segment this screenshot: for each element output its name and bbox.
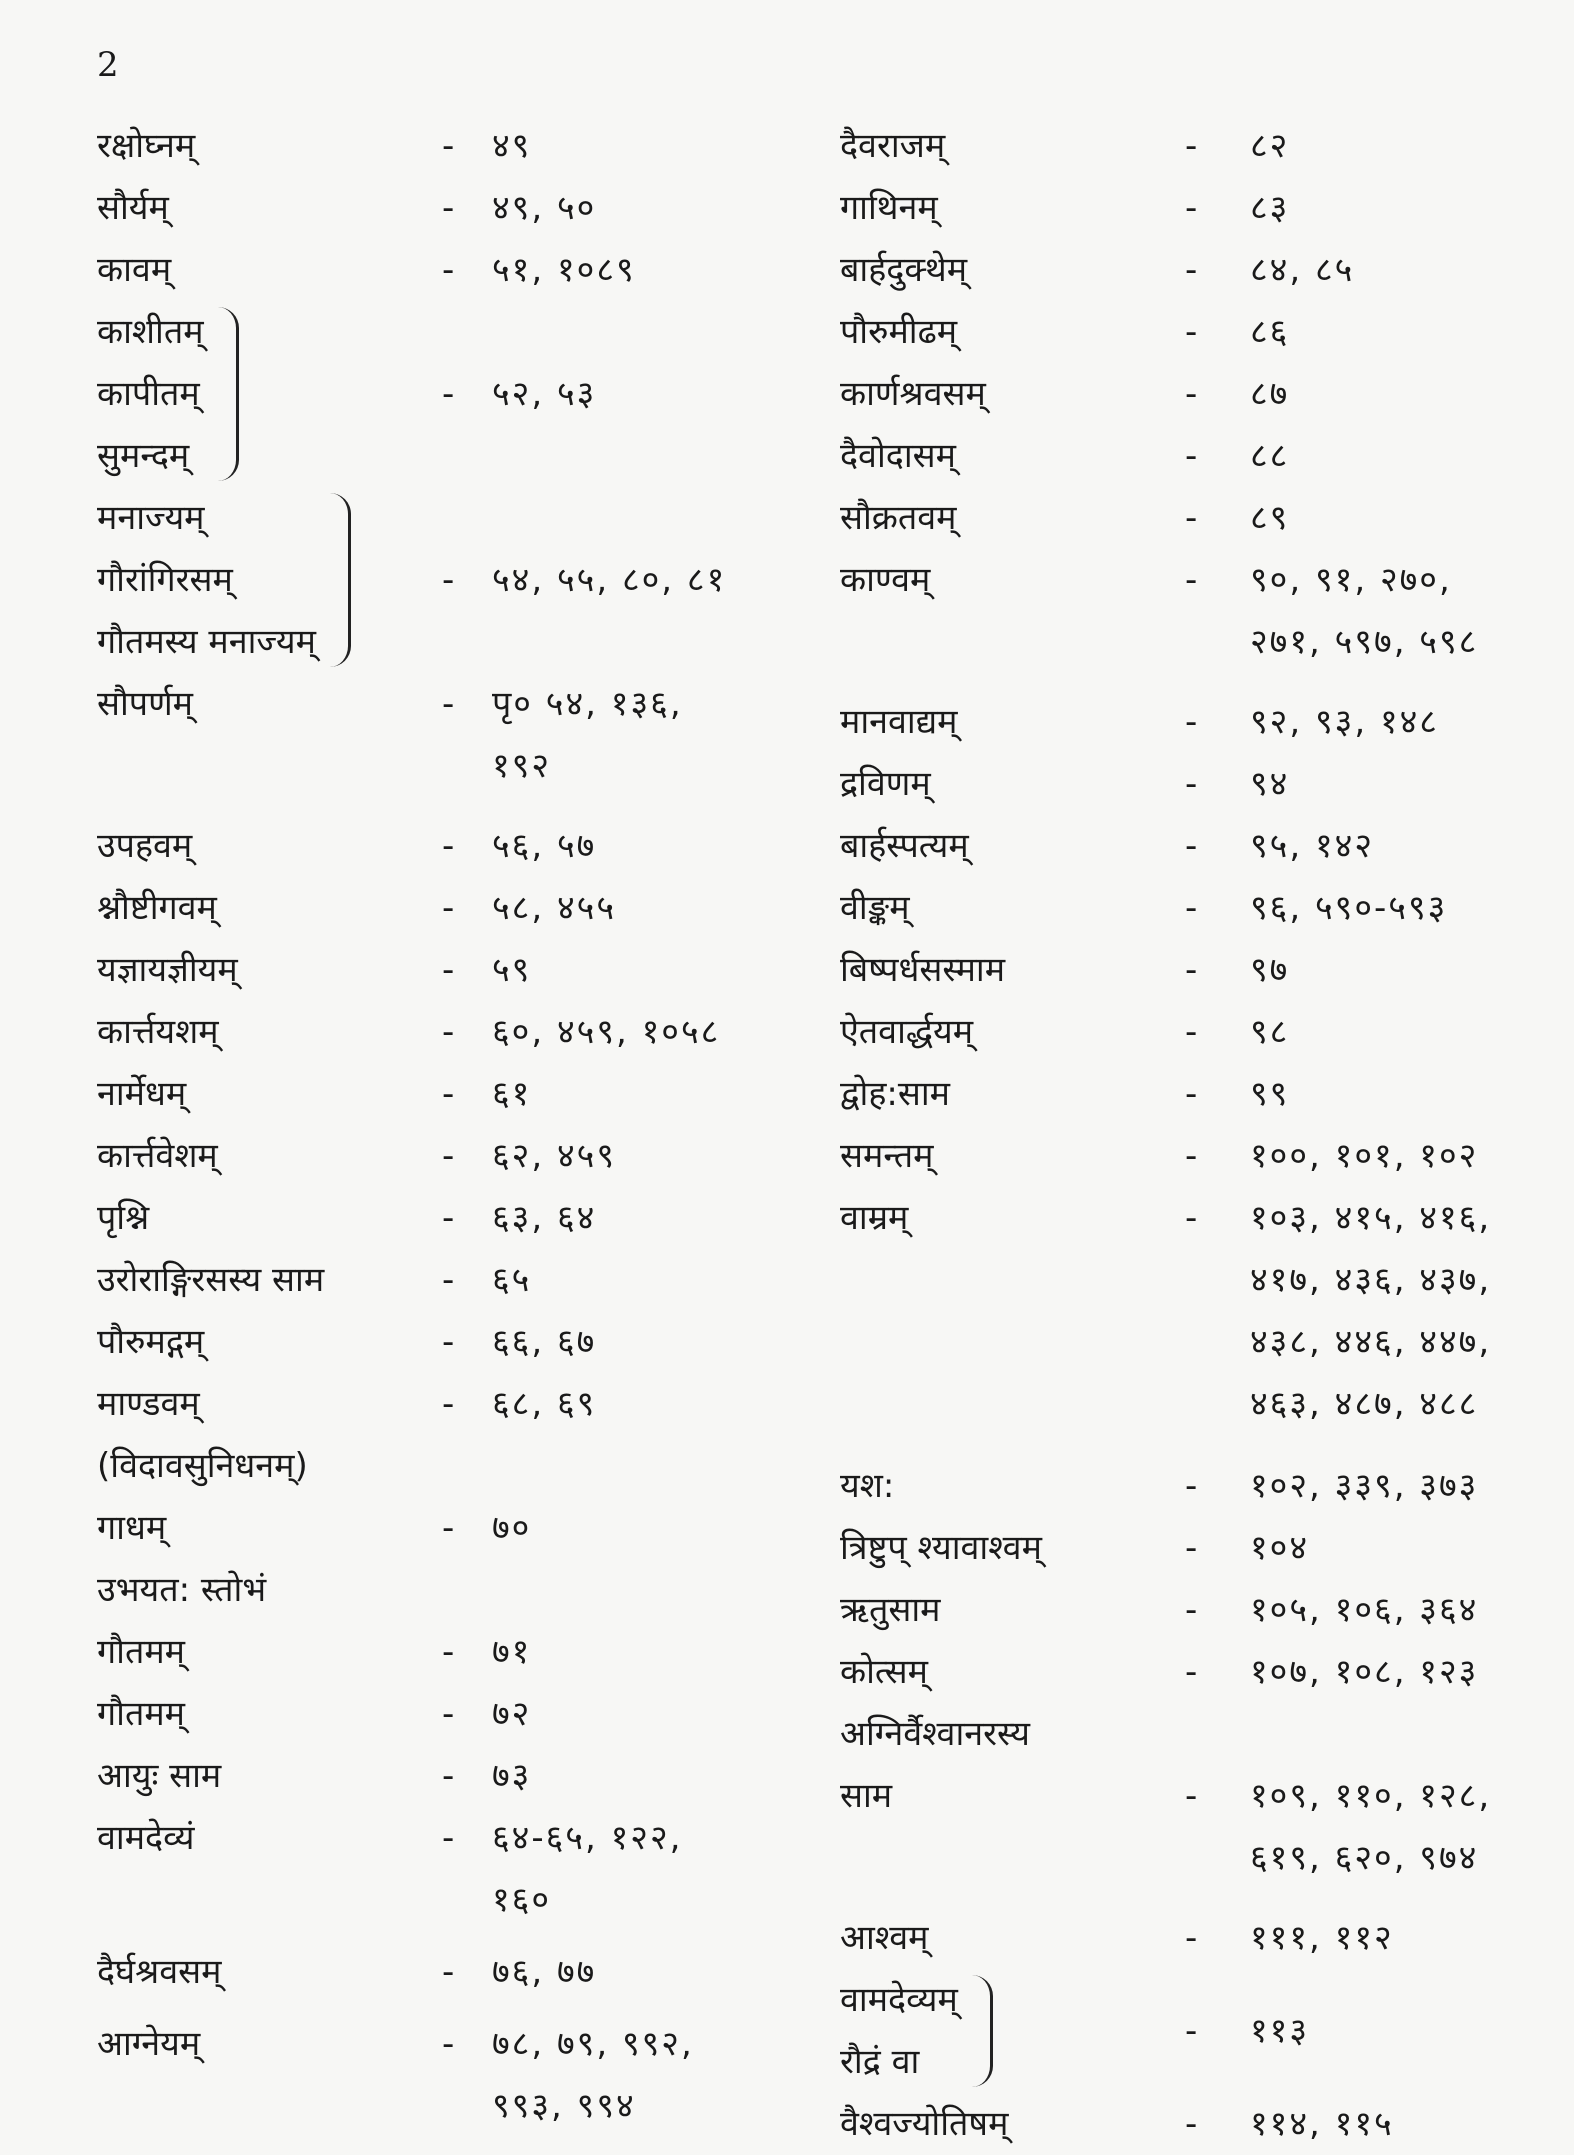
entry-refs: १०९, ११०, १२८, ६१९, ६२०, ९७४ [1250, 1776, 1492, 1878]
entry-name: बार्हदुक्थेम् [840, 250, 968, 290]
entry-refs: १११, ११२ [1250, 1918, 1394, 1958]
index-entry [840, 877, 1560, 939]
index-entry [97, 1187, 817, 1249]
index-entry [97, 115, 817, 177]
entry-name: वामदेव्यम् [840, 1980, 958, 2020]
entry-name: दैर्घश्रवसम् [97, 1952, 222, 1992]
entry-name: आयुः साम [97, 1756, 222, 1796]
separator-dash: - [1185, 436, 1198, 476]
index-entry [840, 1517, 1560, 1579]
entry-name: ऋतुसाम [840, 1590, 941, 1630]
entry-name: गौतमम् [97, 1694, 185, 1734]
entry-name: काण्वम् [840, 560, 931, 600]
separator-dash: - [1185, 764, 1198, 804]
entry-name: आग्नेयम् [97, 2024, 201, 2064]
entry-name: कोत्सम् [840, 1652, 928, 1692]
entry-name: सौपर्णम् [97, 684, 194, 724]
entry-refs: ४९ [492, 126, 532, 166]
index-entry [97, 1063, 817, 1125]
separator-dash: - [1185, 2011, 1198, 2051]
separator-dash: - [1185, 826, 1198, 866]
index-entry [840, 815, 1560, 877]
separator-dash: - [1185, 498, 1198, 538]
entry-refs: पृ० ५४, १३६, १९२ [492, 684, 683, 786]
entry-name: दैवराजम् [840, 126, 946, 166]
index-entry [840, 1703, 1560, 1765]
entry-refs: ५९ [492, 950, 532, 990]
index-entry [97, 1745, 817, 1807]
index-entry [97, 177, 817, 239]
entry-name: कार्त्तयशम् [97, 1012, 219, 1052]
entry-refs: ४९, ५० [492, 188, 597, 228]
index-entry [840, 177, 1560, 239]
index-entry [97, 1683, 817, 1745]
separator-dash: - [442, 188, 455, 228]
entry-refs: ६६, ६७ [492, 1322, 597, 1362]
bracketed-entry-group [97, 301, 817, 487]
index-entry [97, 1807, 817, 1931]
entry-refs: ११३ [1250, 2011, 1310, 2051]
separator-dash: - [442, 374, 455, 414]
entry-name: द्रविणम् [840, 764, 931, 804]
entry-refs: ८४, ८५ [1250, 250, 1355, 290]
index-entry [840, 1765, 1560, 1889]
index-entry [97, 673, 817, 797]
separator-dash: - [442, 1756, 455, 1796]
separator-dash: - [442, 826, 455, 866]
separator-dash: - [442, 250, 455, 290]
entry-name: वैश्वज्योतिषम् [840, 2104, 1009, 2144]
index-entry [840, 487, 1560, 549]
entry-name: कार्णश्रवसम् [840, 374, 986, 414]
entry-refs: ९५, १४२ [1250, 826, 1375, 866]
index-entry [97, 1125, 817, 1187]
entry-name: यज्ञायज्ञीयम् [97, 950, 238, 990]
entry-name: काशीतम् [97, 312, 204, 352]
entry-name: समन्तम् [840, 1136, 934, 1176]
entry-name: वाम्रम् [840, 1198, 909, 1238]
index-entry [97, 2013, 817, 2137]
entry-name: गाधम् [97, 1508, 167, 1548]
index-entry [840, 1907, 1560, 1969]
entry-refs: ७६, ७७ [492, 1952, 597, 1992]
separator-dash: - [442, 1136, 455, 1176]
entry-refs: ६०, ४५९, १०५८ [492, 1012, 721, 1052]
separator-dash: - [442, 1322, 455, 1362]
entry-name: पृश्नि [97, 1198, 150, 1238]
separator-dash: - [442, 2024, 455, 2064]
entry-refs: ११४, ११५ [1250, 2104, 1394, 2144]
separator-dash: - [1185, 374, 1198, 414]
separator-dash: - [442, 684, 455, 724]
separator-dash: - [1185, 1590, 1198, 1630]
separator-dash: - [1185, 702, 1198, 742]
entry-name: नार्मेधम् [97, 1074, 187, 1114]
entry-name: पौरुमीढम् [840, 312, 958, 352]
separator-dash: - [1185, 1918, 1198, 1958]
entry-name: पौरुमद्गम् [97, 1322, 205, 1362]
entry-name: उपहवम् [97, 826, 193, 866]
brace-mark [218, 307, 239, 481]
entry-refs: ७१ [492, 1632, 532, 1672]
entry-refs: ७३ [492, 1756, 532, 1796]
separator-dash: - [442, 1632, 455, 1672]
entry-refs: १०२, ३३९, ३७३ [1250, 1466, 1479, 1506]
separator-dash: - [1185, 950, 1198, 990]
entry-refs: ८२ [1250, 126, 1290, 166]
entry-refs: ७० [492, 1508, 532, 1548]
index-entry [840, 1001, 1560, 1063]
separator-dash: - [442, 1694, 455, 1734]
index-entry [97, 1249, 817, 1311]
entry-refs: १०७, १०८, १२३ [1250, 1652, 1479, 1692]
entry-name: गौतमम् [97, 1632, 185, 1672]
separator-dash: - [442, 1260, 455, 1300]
entry-name: उरोराङ्गिरसस्य साम [97, 1260, 325, 1300]
index-entry [97, 1311, 817, 1373]
brace-mark [972, 1975, 993, 2087]
separator-dash: - [1185, 888, 1198, 928]
index-entry [97, 1001, 817, 1063]
entry-name: मनाज्यम् [97, 498, 205, 538]
entry-refs: ८८ [1250, 436, 1290, 476]
entry-refs: ६५ [492, 1260, 532, 1300]
index-entry [840, 301, 1560, 363]
index-entry [840, 1187, 1560, 1435]
separator-dash: - [1185, 188, 1198, 228]
index-entry [840, 1455, 1560, 1517]
separator-dash: - [1185, 2104, 1198, 2144]
index-entry [97, 939, 817, 1001]
separator-dash: - [442, 1952, 455, 1992]
entry-name: रक्षोघ्नम् [97, 126, 196, 166]
entry-name: रौद्रं वा [840, 2042, 920, 2082]
separator-dash: - [1185, 1466, 1198, 1506]
separator-dash: - [442, 1818, 455, 1858]
separator-dash: - [1185, 312, 1198, 352]
separator-dash: - [442, 950, 455, 990]
entry-refs: ८७ [1250, 374, 1290, 414]
entry-name: साम [840, 1776, 893, 1816]
entry-refs: ५१, १०८९ [492, 250, 636, 290]
entry-name: कावम् [97, 250, 172, 290]
entry-name: दैवोदासम् [840, 436, 956, 476]
index-entry [840, 1641, 1560, 1703]
entry-name: द्वोह:साम [840, 1074, 950, 1114]
entry-name: (विदावसुनिधनम्) [97, 1446, 308, 1486]
entry-name: सौक्रतवम् [840, 498, 957, 538]
entry-refs: १०५, १०६, ३६४ [1250, 1590, 1479, 1630]
brace-mark [330, 493, 351, 667]
entry-refs: ९७ [1250, 950, 1290, 990]
index-entry [840, 549, 1560, 673]
entry-refs: ८३ [1250, 188, 1290, 228]
entry-refs: ६३, ६४ [492, 1198, 597, 1238]
index-entry [840, 239, 1560, 301]
separator-dash: - [442, 1198, 455, 1238]
index-entry [97, 815, 817, 877]
entry-refs: ७८, ७९, ९९२, ९९३, ९९४ [492, 2024, 694, 2126]
entry-name: आश्वम् [840, 1918, 929, 1958]
index-entry [97, 1497, 817, 1559]
separator-dash: - [442, 126, 455, 166]
entry-refs: ९४ [1250, 764, 1290, 804]
entry-refs: ५८, ४५५ [492, 888, 617, 928]
entry-refs: १०३, ४१५, ४१६, ४१७, ४३६, ४३७, ४३८, ४४६, ४४७, ४६३, ४८७, ४८८ [1250, 1198, 1492, 1424]
index-entry [840, 425, 1560, 487]
separator-dash: - [1185, 1528, 1198, 1568]
entry-name: ऐतवार्द्धयम् [840, 1012, 974, 1052]
page-number: 2 [97, 45, 119, 85]
entry-name: यश: [840, 1466, 895, 1506]
separator-dash: - [1185, 126, 1198, 166]
separator-dash: - [442, 1074, 455, 1114]
index-entry [840, 2093, 1560, 2155]
index-entry [97, 1435, 817, 1497]
entry-name: कार्त्तवेशम् [97, 1136, 218, 1176]
index-entry [97, 877, 817, 939]
entry-name: सुमन्दम् [97, 436, 190, 476]
entry-name: उभयत: स्तोभं [97, 1570, 267, 1610]
entry-name: माण्डवम् [97, 1384, 200, 1424]
entry-name: सौर्यम् [97, 188, 169, 228]
entry-refs: ५६, ५७ [492, 826, 597, 866]
index-entry [840, 363, 1560, 425]
index-entry [840, 753, 1560, 815]
entry-refs: ९८ [1250, 1012, 1290, 1052]
bracketed-entry-group [97, 487, 817, 673]
separator-dash: - [442, 888, 455, 928]
separator-dash: - [1185, 1776, 1198, 1816]
entry-name: श्नौष्टीगवम् [97, 888, 217, 928]
entry-name: गाथिनम् [840, 188, 938, 228]
entry-name: वीङ्कम् [840, 888, 910, 928]
separator-dash: - [1185, 1652, 1198, 1692]
entry-refs: ६२, ४५९ [492, 1136, 617, 1176]
separator-dash: - [442, 1508, 455, 1548]
index-entry [97, 239, 817, 301]
separator-dash: - [1185, 1136, 1198, 1176]
entry-refs: ६१ [492, 1074, 532, 1114]
entry-refs: ५२, ५३ [492, 374, 597, 414]
index-entry [840, 691, 1560, 753]
entry-refs: ९०, ९१, २७०, २७१, ५९७, ५९८ [1250, 560, 1479, 662]
separator-dash: - [442, 560, 455, 600]
index-entry [840, 1063, 1560, 1125]
index-entry [97, 1621, 817, 1683]
entry-refs: ९६, ५९०-५९३ [1250, 888, 1448, 928]
bracketed-entry-group [840, 1969, 1560, 2093]
entry-name: अग्निर्वैश्वानरस्य [840, 1714, 1030, 1754]
entry-name: कापीतम् [97, 374, 200, 414]
entry-refs: ५४, ५५, ८०, ८१ [492, 560, 727, 600]
separator-dash: - [442, 1384, 455, 1424]
index-entry [840, 1579, 1560, 1641]
entry-name: गौरांगिरसम् [97, 560, 233, 600]
entry-refs: १०४ [1250, 1528, 1310, 1568]
index-entry [97, 1941, 817, 2003]
separator-dash: - [1185, 560, 1198, 600]
separator-dash: - [1185, 250, 1198, 290]
index-entry [840, 939, 1560, 1001]
entry-name: बार्हस्पत्यम् [840, 826, 969, 866]
entry-refs: ६४-६५, १२२, १६० [492, 1818, 683, 1920]
entry-name: वामदेव्यं [97, 1818, 195, 1858]
entry-refs: १००, १०१, १०२ [1250, 1136, 1479, 1176]
entry-refs: ८६ [1250, 312, 1290, 352]
entry-refs: ६८, ६९ [492, 1384, 597, 1424]
entry-name: मानवाद्यम् [840, 702, 958, 742]
index-entry [97, 1373, 817, 1435]
separator-dash: - [1185, 1012, 1198, 1052]
index-entry [840, 115, 1560, 177]
index-entry [97, 1559, 817, 1621]
entry-refs: ९९ [1250, 1074, 1290, 1114]
entry-refs: ७२ [492, 1694, 532, 1734]
entry-name: त्रिष्टुप् श्यावाश्वम् [840, 1528, 1042, 1568]
separator-dash: - [1185, 1074, 1198, 1114]
entry-refs: ९२, ९३, १४८ [1250, 702, 1439, 742]
index-entry [840, 1125, 1560, 1187]
separator-dash: - [1185, 1198, 1198, 1238]
separator-dash: - [442, 1012, 455, 1052]
entry-name: बिष्पर्धसस्माम [840, 950, 1006, 990]
entry-refs: ८९ [1250, 498, 1290, 538]
entry-name: गौतमस्य मनाज्यम् [97, 622, 316, 662]
